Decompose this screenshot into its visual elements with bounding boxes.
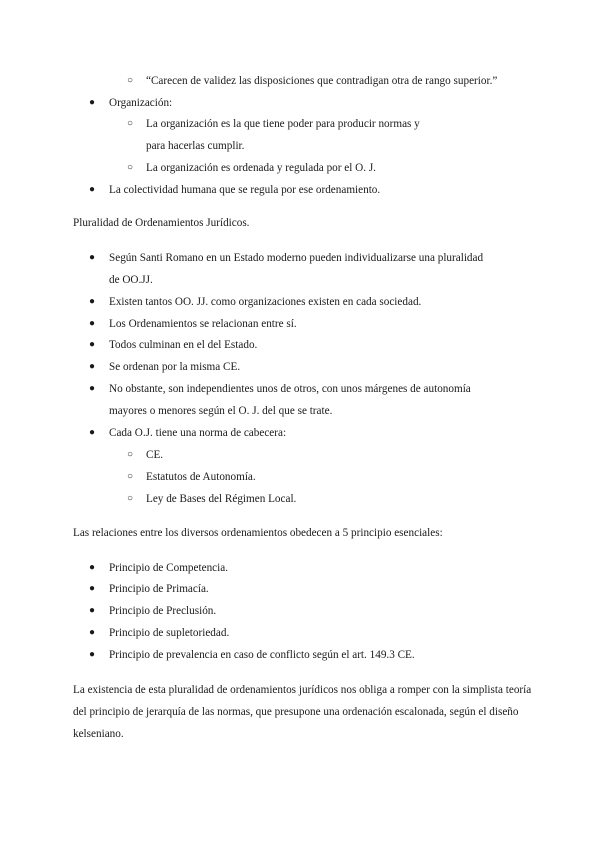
bullet-icon: ●: [89, 361, 96, 372]
pluralidad-item-6b: mayores o menores según el O. J. del que se trate.: [109, 405, 333, 417]
quote-text: “Carecen de validez las disposiciones que contradigan otra de rango superior.”: [146, 75, 498, 87]
pluralidad-item-2: Existen tantos OO. JJ. como organizaciones existen en cada sociedad.: [109, 296, 422, 308]
bullet-icon: ●: [89, 627, 96, 638]
pluralidad-item-7: Cada O.J. tiene una norma de cabecera:: [109, 427, 287, 439]
bullet-icon: ●: [89, 97, 96, 108]
bullet-icon: ●: [89, 562, 96, 573]
pluralidad-heading: Pluralidad de Ordenamientos Jurídicos.: [73, 217, 250, 229]
pluralidad-item-1b: de OO.JJ.: [109, 274, 153, 286]
conclusion-paragraph: La existencia de esta pluralidad de ordenamientos jurídicos nos obliga a romper con la simplista teoría del principio de jerarquía de las normas, que presupone una ordenación escalonada, según el diseño kelseniano.: [73, 684, 532, 740]
organizacion-sub-1b: para hacerlas cumplir.: [146, 140, 245, 152]
bullet-icon: ●: [89, 383, 96, 394]
pluralidad-item-4: Todos culminan en el del Estado.: [109, 339, 258, 351]
principio-2: Principio de Primacía.: [109, 583, 209, 595]
relaciones-heading: Las relaciones entre los diversos ordenamientos obedecen a 5 principio esenciales:: [73, 527, 443, 539]
circle-bullet-icon: ○: [127, 493, 134, 504]
principio-4: Principio de supletoriedad.: [109, 627, 230, 639]
bullet-icon: ●: [89, 296, 96, 307]
bullet-icon: ●: [89, 605, 96, 616]
circle-bullet-icon: ○: [127, 75, 134, 86]
organizacion-label: Organización:: [109, 97, 173, 109]
organizacion-sub-1a: La organización es la que tiene poder para producir normas y: [146, 118, 420, 130]
circle-bullet-icon: ○: [127, 449, 134, 460]
bullet-icon: ●: [89, 252, 96, 263]
bullet-icon: ●: [89, 184, 96, 195]
circle-bullet-icon: ○: [127, 471, 134, 482]
bullet-icon: ●: [89, 427, 96, 438]
circle-bullet-icon: ○: [127, 118, 134, 129]
pluralidad-item-1a: Según Santi Romano en un Estado moderno pueden individualizarse una pluralidad: [109, 252, 484, 264]
pluralidad-item-5: Se ordenan por la misma CE.: [109, 361, 241, 373]
bullet-icon: ●: [89, 339, 96, 350]
pluralidad-item-6a: No obstante, son independientes unos de otros, con unos márgenes de autonomía: [109, 383, 471, 395]
circle-bullet-icon: ○: [127, 162, 134, 173]
bullet-icon: ●: [89, 583, 96, 594]
pluralidad-item-3: Los Ordenamientos se relacionan entre sí.: [109, 318, 297, 330]
cabecera-sub-1: CE.: [146, 449, 164, 461]
bullet-icon: ●: [89, 318, 96, 329]
principio-1: Principio de Competencia.: [109, 562, 228, 574]
cabecera-sub-2: Estatutos de Autonomía.: [146, 471, 256, 483]
colectividad-text: La colectividad humana que se regula por ese ordenamiento.: [109, 184, 381, 196]
organizacion-sub-2: La organización es ordenada y regulada por el O. J.: [146, 162, 376, 174]
bullet-icon: ●: [89, 649, 96, 660]
principio-3: Principio de Preclusión.: [109, 605, 217, 617]
principio-5: Principio de prevalencia en caso de conflicto según el art. 149.3 CE.: [109, 649, 415, 661]
cabecera-sub-3: Ley de Bases del Régimen Local.: [146, 493, 297, 505]
